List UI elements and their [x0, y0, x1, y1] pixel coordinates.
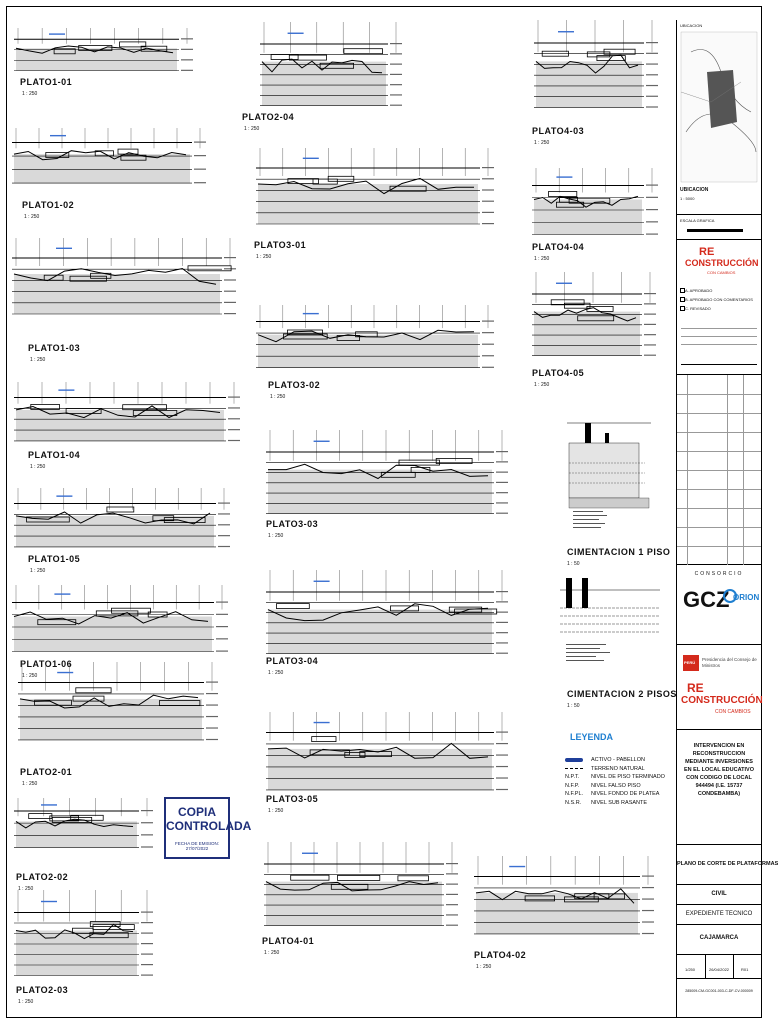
legend-item [565, 783, 641, 789]
section-scale-plat02-03: 1 : 250 [18, 999, 34, 1005]
reconstruccion-logo2-sub: CON CAMBIOS [715, 709, 751, 715]
section-scale-plat01-05: 1 : 250 [30, 568, 46, 574]
section-label-plat03-01: PLATO3-01 [254, 240, 307, 250]
review-checkbox [680, 306, 685, 311]
stamp-date: FECHA DE EMISION: 27/07/2022 [174, 841, 219, 851]
cimentacion-2-pisos-scale: 1 : 50 [567, 703, 580, 709]
section-drawing-plat03-02 [254, 305, 498, 371]
location-title: UBICACION [680, 23, 703, 28]
legend-item [565, 800, 647, 806]
section-label-plat04-05: PLATO4-05 [532, 368, 585, 378]
section-drawing-plat04-03 [532, 20, 662, 112]
table-row-line [677, 432, 761, 433]
legend-code [565, 758, 583, 762]
consorcio-box [677, 565, 761, 645]
section-scale-plat01-01: 1 : 250 [22, 91, 38, 97]
project-box [677, 730, 761, 845]
reconstruccion-logo2-main: CONSTRUCCIÓN [681, 695, 763, 706]
specialty-box [677, 885, 761, 905]
review-checkbox [680, 297, 685, 302]
section-scale-plat03-02: 1 : 250 [270, 394, 286, 400]
section-scale-plat04-05: 1 : 250 [534, 382, 550, 388]
legend-item [565, 774, 665, 780]
region-box [677, 925, 761, 955]
section-scale-plat03-01: 1 : 250 [256, 254, 272, 260]
section-drawing-plat01-02 [10, 128, 210, 186]
section-drawing-plat01-06 [10, 585, 232, 655]
section-label-plat04-04: PLATO4-04 [532, 242, 585, 252]
section-scale-plat04-01: 1 : 250 [264, 950, 280, 956]
legend-title: LEYENDA [570, 732, 614, 742]
legend-text: NIVEL SUB RASANTE [591, 799, 648, 806]
location-map [681, 32, 757, 182]
legend-code [565, 768, 583, 769]
copia-controlada-stamp [164, 797, 252, 859]
code-box [677, 979, 761, 1003]
table-col-line [687, 375, 688, 565]
section-scale-plat02-02: 1 : 250 [18, 886, 34, 892]
review-option: B. APROBADO CON COMENTARIOS [685, 297, 753, 302]
review-checkbox [680, 288, 685, 293]
section-label-plat03-03: PLATO3-03 [266, 519, 319, 529]
section-label-plat01-05: PLATO1-05 [28, 554, 81, 564]
peru-label: PERÚ [684, 660, 696, 665]
drawing-code: 285009-CM-GC001-003-C-DF-CV-000009 [685, 989, 753, 993]
section-drawing-plat03-05 [264, 712, 512, 794]
section-label-plat03-05: PLATO3-05 [266, 794, 319, 804]
section-scale-plat03-03: 1 : 250 [268, 533, 284, 539]
plan-title-box [677, 845, 778, 885]
legend-text: NIVEL FONDO DE PLATEA [591, 791, 660, 797]
section-label-plat02-04: PLATO2-04 [242, 112, 295, 122]
section-label-plat01-02: PLATO1-02 [22, 200, 75, 210]
cimentacion-1-piso-scale: 1 : 50 [567, 561, 580, 567]
review-box [677, 240, 761, 375]
section-label-plat03-02: PLATO3-02 [268, 380, 321, 390]
cimentacion-2-pisos-label: CIMENTACION 2 PISOS [567, 689, 677, 699]
table-col-line [743, 375, 744, 565]
stamp-line1: COPIA [177, 805, 216, 819]
reconstruccion-logo-re: RE [699, 246, 715, 258]
section-drawing-plat01-03 [10, 238, 240, 318]
section-drawing-plat01-01 [12, 28, 197, 73]
review-option: A. APROBADO [685, 288, 713, 293]
section-scale-plat02-01: 1 : 250 [22, 781, 38, 787]
review-option: C. REVISADO [685, 306, 711, 311]
section-label-plat01-06: PLATO1-06 [20, 659, 73, 669]
section-label-plat03-04: PLATO3-04 [266, 656, 319, 666]
reconstruccion-logo2-re: RE [687, 681, 704, 695]
section-scale-plat01-03: 1 : 250 [30, 357, 46, 363]
legend-code: N.F.PL. [565, 791, 584, 797]
section-scale-plat02-04: 1 : 250 [244, 126, 260, 132]
section-drawing-plat01-04 [12, 382, 244, 444]
title-block [676, 20, 778, 1018]
section-drawing-plat03-04 [264, 570, 512, 658]
table-col-line [727, 375, 728, 565]
scale-date-row [677, 955, 761, 979]
stage-box [677, 905, 761, 925]
plan-title: PLANO DE CORTE DE PLATAFORMAS [677, 861, 778, 867]
project-title: INTERVENCION EN RECONSTRUCCION MEDIANTE INVERSIONES EN EL LOCAL EDUCATIVO CON CODIGO DE LOCAL 944494 (I.E. 15737 CONDEBAMBA) [684, 743, 754, 797]
legend-item [565, 757, 645, 763]
table-row-line [677, 451, 761, 452]
section-drawing-plat04-02 [472, 856, 658, 938]
graphic-scale-bar [687, 229, 743, 232]
legend-item [565, 791, 659, 797]
date-cell: 26/04/2022 [709, 967, 730, 972]
location-box [677, 20, 761, 215]
section-drawing-plat04-04 [530, 168, 662, 238]
legend-code: N.F.P. [565, 782, 580, 789]
section-drawing-plat02-04 [258, 22, 406, 110]
stamp-line2: CONTROLADA [166, 819, 252, 833]
cimentacion-1-piso-label: CIMENTACION 1 PISO [567, 547, 671, 557]
foundation-detail-top [555, 403, 663, 543]
legend-text: NIVEL FALSO PISO [591, 782, 641, 789]
specialty: CIVIL [711, 891, 727, 897]
legend-item [565, 766, 645, 772]
section-scale-plat03-04: 1 : 250 [268, 670, 284, 676]
consorcio-label: CONSORCIO [694, 571, 744, 577]
legend-code: N.P.T. [565, 774, 580, 780]
section-label-plat04-02: PLATO4-02 [474, 950, 527, 960]
section-scale-plat01-04: 1 : 250 [30, 464, 46, 470]
section-scale-plat04-02: 1 : 250 [476, 964, 492, 970]
sheet-cell: R01 [741, 967, 749, 972]
table-row-line [677, 489, 761, 490]
reconstruccion-logo-sub: CON CAMBIOS [707, 270, 736, 275]
section-label-plat02-02: PLATO2-02 [16, 872, 69, 882]
graphic-scale-label: ESCALA GRAFICA [680, 218, 715, 223]
gcz-logo: GCZ [683, 587, 730, 612]
reconstruccion-logo-main: CONSTRUCCIÓN [685, 258, 759, 268]
orion-logo: ORION [733, 593, 760, 602]
location-scale: 1 : 5000 [680, 196, 695, 201]
section-drawing-plat04-05 [530, 272, 660, 360]
section-drawing-plat03-03 [264, 430, 512, 518]
table-row-line [677, 546, 761, 547]
section-scale-plat03-05: 1 : 250 [268, 808, 284, 814]
section-label-plat04-01: PLATO4-01 [262, 936, 315, 946]
table-row-line [677, 413, 761, 414]
section-drawing-plat04-01 [262, 842, 462, 930]
section-drawing-plat02-01 [16, 662, 222, 744]
section-scale-plat04-04: 1 : 250 [534, 256, 550, 262]
legend-text: TERRENO NATURAL [591, 765, 645, 772]
section-drawing-plat03-01 [254, 148, 498, 228]
location-label: UBICACION [680, 187, 709, 193]
section-label-plat02-01: PLATO2-01 [20, 767, 73, 777]
scale-cell: 1/250 [685, 967, 696, 972]
section-label-plat04-03: PLATO4-03 [532, 126, 585, 136]
table-row-line [677, 508, 761, 509]
section-label-plat01-01: PLATO1-01 [20, 77, 73, 87]
section-drawing-plat02-03 [12, 890, 157, 980]
table-row-line [677, 470, 761, 471]
foundation-detail-2 [560, 568, 670, 676]
section-scale-plat01-06: 1 : 250 [22, 673, 38, 679]
stage: EXPEDIENTE TECNICO [685, 911, 753, 917]
region: CAJAMARCA [699, 935, 739, 941]
section-scale-plat04-03: 1 : 250 [534, 140, 550, 146]
section-scale-plat01-02: 1 : 250 [24, 214, 40, 220]
legend-code: N.S.R. [565, 799, 582, 806]
graphic-scale-box [677, 215, 761, 240]
section-label-plat01-03: PLATO1-03 [28, 343, 81, 353]
table-row-line [677, 527, 761, 528]
section-label-plat02-03: PLATO2-03 [16, 985, 69, 995]
legend-text: ACTIVO - PABELLON [591, 757, 645, 763]
revision-table [677, 375, 761, 565]
government-box [677, 645, 761, 730]
presidencia-label: Presidencia del Consejo de Ministros [702, 657, 757, 668]
legend-text: NIVEL DE PISO TERMINADO [591, 774, 665, 780]
section-drawing-plat02-02 [12, 798, 157, 850]
table-row-line [677, 394, 761, 395]
section-label-plat01-04: PLATO1-04 [28, 450, 81, 460]
section-drawing-plat01-05 [12, 488, 234, 550]
